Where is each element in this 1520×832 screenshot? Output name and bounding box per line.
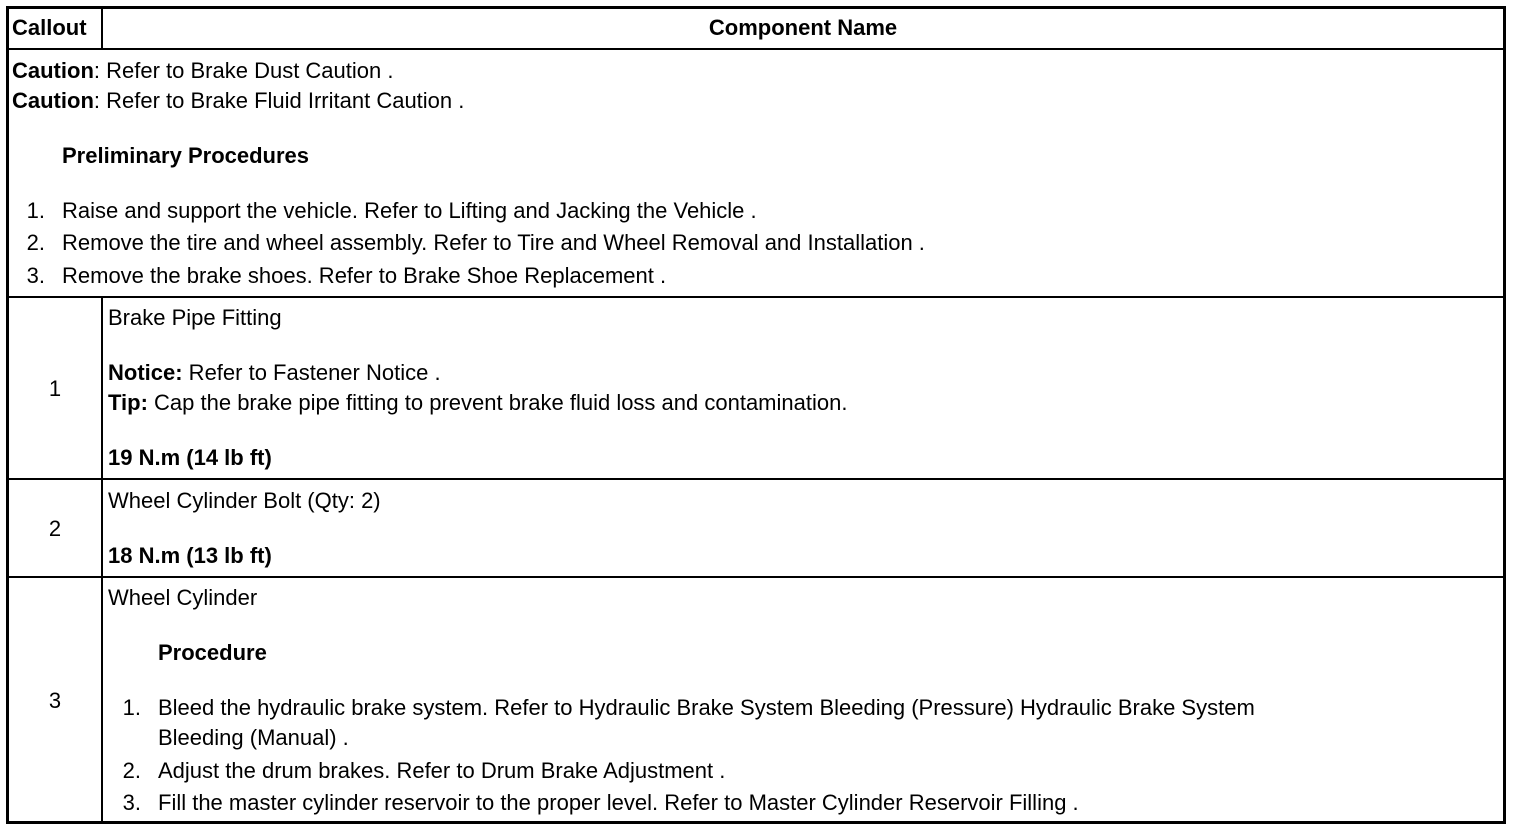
row-1-notice-label: Notice:: [108, 360, 183, 385]
prelim-step-1-number: 1.: [26, 198, 45, 223]
header-divider: [9, 48, 1503, 50]
row-3-callout: 3: [48, 688, 62, 713]
row-3-step-1-text-continued: Bleeding (Manual) .: [158, 725, 349, 750]
row-1-torque: 19 N.m (14 lb ft): [108, 445, 272, 470]
row1-divider: [9, 478, 1503, 480]
component-name-header: Component Name: [708, 15, 898, 40]
row-3-step-1-number: 1.: [122, 695, 141, 720]
row-1-callout: 1: [48, 376, 62, 401]
caution-2-label: Caution: [12, 88, 94, 113]
row2-divider: [9, 576, 1503, 578]
prelim-step-2-number: 2.: [26, 230, 45, 255]
prelim-step-1-text: Raise and support the vehicle. Refer to Lifting and Jacking the Vehicle .: [62, 198, 757, 223]
body-column-divider: [101, 296, 103, 821]
caution-1-text: : Refer to Brake Dust Caution .: [93, 58, 394, 83]
row-3-step-1-text: Bleed the hydraulic brake system. Refer to Hydraulic Brake System Bleeding (Pressure) Hydraulic Brake System: [158, 695, 1255, 720]
row-1-tip-text: Cap the brake pipe fitting to prevent brake fluid loss and contamination.: [147, 390, 848, 415]
caution-2-text: : Refer to Brake Fluid Irritant Caution .: [93, 88, 465, 113]
row-3-step-3-text: Fill the master cylinder reservoir to the proper level. Refer to Master Cylinder Reservoir Filling .: [158, 790, 1079, 815]
row-1-tip: [108, 391, 847, 415]
row-2-torque: 18 N.m (13 lb ft): [108, 543, 272, 568]
row-3-step-2-text: Adjust the drum brakes. Refer to Drum Brake Adjustment .: [158, 758, 726, 783]
prelim-step-2-text: Remove the tire and wheel assembly. Refer to Tire and Wheel Removal and Installation .: [62, 230, 925, 255]
caution-2: [12, 89, 464, 113]
row-3-procedure-heading: Procedure: [158, 640, 267, 665]
component-table: [6, 6, 1506, 824]
callout-header: Callout: [12, 15, 87, 40]
row-3-step-3-number: 3.: [122, 790, 141, 815]
row-3-step-2-number: 2.: [122, 758, 141, 783]
row-3-component-name: Wheel Cylinder: [108, 585, 258, 610]
row-2-component-name: Wheel Cylinder Bolt (Qty: 2): [108, 488, 381, 513]
row-1-component-name: Brake Pipe Fitting: [108, 305, 282, 330]
caution-1: [12, 59, 393, 83]
row-1-notice: [108, 361, 441, 385]
prelim-step-3-number: 3.: [26, 263, 45, 288]
preliminary-heading: Preliminary Procedures: [62, 143, 310, 168]
preamble-divider: [9, 296, 1503, 298]
row-1-notice-text: Refer to Fastener Notice .: [182, 360, 441, 385]
row-1-tip-label: Tip:: [108, 390, 148, 415]
prelim-step-3-text: Remove the brake shoes. Refer to Brake Shoe Replacement .: [62, 263, 667, 288]
caution-1-label: Caution: [12, 58, 94, 83]
row-2-callout: 2: [48, 516, 62, 541]
